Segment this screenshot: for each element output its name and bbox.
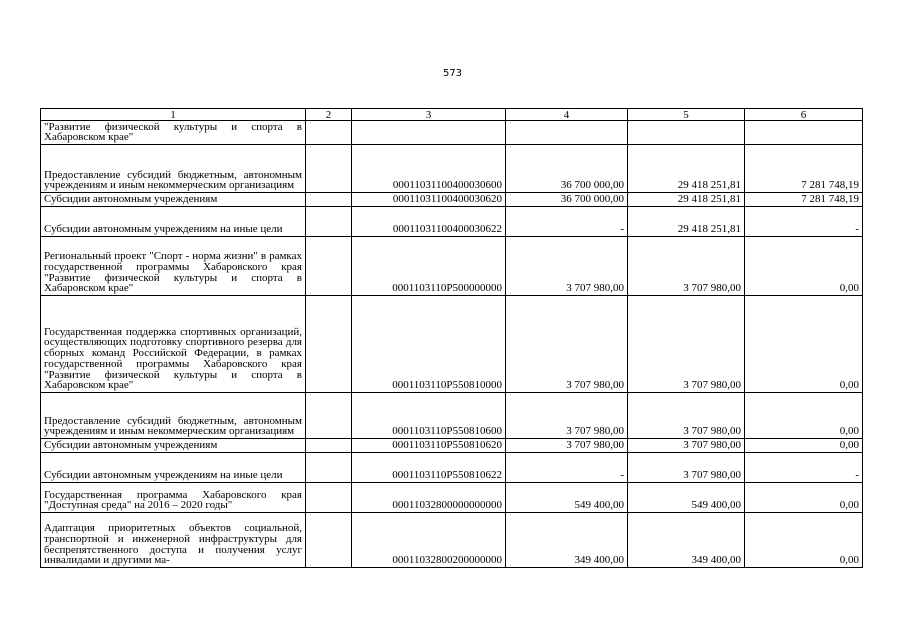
row-name: Субсидии автономным учреждениям на иные цели — [41, 207, 306, 237]
row-col6: - — [745, 453, 863, 483]
row-col2 — [306, 453, 352, 483]
row-name: Субсидии автономным учреждениям на иные цели — [41, 453, 306, 483]
row-col4: 549 400,00 — [506, 483, 628, 513]
row-col2 — [306, 145, 352, 193]
row-col2 — [306, 296, 352, 393]
column-header: 4 — [506, 109, 628, 121]
row-col5: 3 707 980,00 — [628, 237, 745, 296]
row-code: 0001103110P550810600 — [352, 393, 506, 439]
row-col4: 3 707 980,00 — [506, 237, 628, 296]
row-col6: 7 281 748,19 — [745, 145, 863, 193]
row-col2 — [306, 207, 352, 237]
row-name: Государственная поддержка спортивных организаций, осуществляющих подготовку спортивного резерва для сборных команд Российской Федерации, в рамках государственной программы Хабаровского края "Развитие физической культуры и спорта в Хабаровском крае" — [41, 296, 306, 393]
row-col5: 3 707 980,00 — [628, 439, 745, 453]
row-code: 00011031100400030622 — [352, 207, 506, 237]
row-col4: 3 707 980,00 — [506, 439, 628, 453]
row-col6: 0,00 — [745, 296, 863, 393]
table-row — [41, 121, 863, 145]
row-col2 — [306, 237, 352, 296]
page-number: 573 — [442, 68, 463, 79]
row-code: 0001103110P550810620 — [352, 439, 506, 453]
row-col4: 36 700 000,00 — [506, 193, 628, 207]
row-name: Предоставление субсидий бюджетным, автономным учреждениям и иным некоммерческим организациям — [41, 393, 306, 439]
row-col6 — [745, 121, 863, 145]
row-code: 0001103110P550810622 — [352, 453, 506, 483]
row-col2 — [306, 193, 352, 207]
table-row — [41, 145, 863, 193]
row-name: Предоставление субсидий бюджетным, автономным учреждениям и иным некоммерческим организациям — [41, 145, 306, 193]
row-col6: 0,00 — [745, 393, 863, 439]
row-col5 — [628, 121, 745, 145]
row-code: 00011031100400030620 — [352, 193, 506, 207]
row-col4: 36 700 000,00 — [506, 145, 628, 193]
row-col6: 7 281 748,19 — [745, 193, 863, 207]
row-name: Региональный проект "Спорт - норма жизни" в рамках государственной программы Хабаровского края "Развитие физической культуры и спорта в Хабаровском крае" — [41, 237, 306, 296]
row-code: 0001103110P500000000 — [352, 237, 506, 296]
table-row — [41, 453, 863, 483]
row-col6: 0,00 — [745, 237, 863, 296]
row-code: 00011032800200000000 — [352, 513, 506, 568]
row-col5: 349 400,00 — [628, 513, 745, 568]
row-col5: 3 707 980,00 — [628, 393, 745, 439]
row-col4 — [506, 121, 628, 145]
table-row — [41, 393, 863, 439]
table-header-row — [41, 109, 863, 121]
row-col4: - — [506, 453, 628, 483]
row-col2 — [306, 393, 352, 439]
row-col5: 29 418 251,81 — [628, 193, 745, 207]
row-code: 00011032800000000000 — [352, 483, 506, 513]
row-col2 — [306, 513, 352, 568]
row-col4: - — [506, 207, 628, 237]
column-header: 2 — [306, 109, 352, 121]
column-header: 6 — [745, 109, 863, 121]
row-col5: 29 418 251,81 — [628, 207, 745, 237]
row-col6: - — [745, 207, 863, 237]
table-row — [41, 439, 863, 453]
table-row — [41, 193, 863, 207]
row-col2 — [306, 439, 352, 453]
table-row — [41, 296, 863, 393]
row-code — [352, 121, 506, 145]
table-row — [41, 483, 863, 513]
row-code: 0001103110P550810000 — [352, 296, 506, 393]
row-col4: 3 707 980,00 — [506, 296, 628, 393]
row-col5: 549 400,00 — [628, 483, 745, 513]
row-col5: 3 707 980,00 — [628, 453, 745, 483]
budget-execution-table — [40, 108, 863, 568]
row-col6: 0,00 — [745, 513, 863, 568]
row-code: 00011031100400030600 — [352, 145, 506, 193]
column-header: 3 — [352, 109, 506, 121]
row-name: Субсидии автономным учреждениям — [41, 193, 306, 207]
row-col6: 0,00 — [745, 483, 863, 513]
row-col5: 3 707 980,00 — [628, 296, 745, 393]
row-col2 — [306, 121, 352, 145]
row-col6: 0,00 — [745, 439, 863, 453]
column-header: 5 — [628, 109, 745, 121]
table-row — [41, 513, 863, 568]
table-row — [41, 237, 863, 296]
row-col4: 349 400,00 — [506, 513, 628, 568]
table-row — [41, 207, 863, 237]
row-name: Адаптация приоритетных объектов социальной, транспортной и инженерной инфраструктуры для беспрепятственного доступа и получения услуг инвалидами и другими ма- — [41, 513, 306, 568]
row-name: Государственная программа Хабаровского края "Доступная среда" на 2016 – 2020 годы" — [41, 483, 306, 513]
row-col5: 29 418 251,81 — [628, 145, 745, 193]
row-col2 — [306, 483, 352, 513]
row-col4: 3 707 980,00 — [506, 393, 628, 439]
row-name: "Развитие физической культуры и спорта в Хабаровском крае" — [41, 121, 306, 145]
row-name: Субсидии автономным учреждениям — [41, 439, 306, 453]
column-header: 1 — [41, 109, 306, 121]
